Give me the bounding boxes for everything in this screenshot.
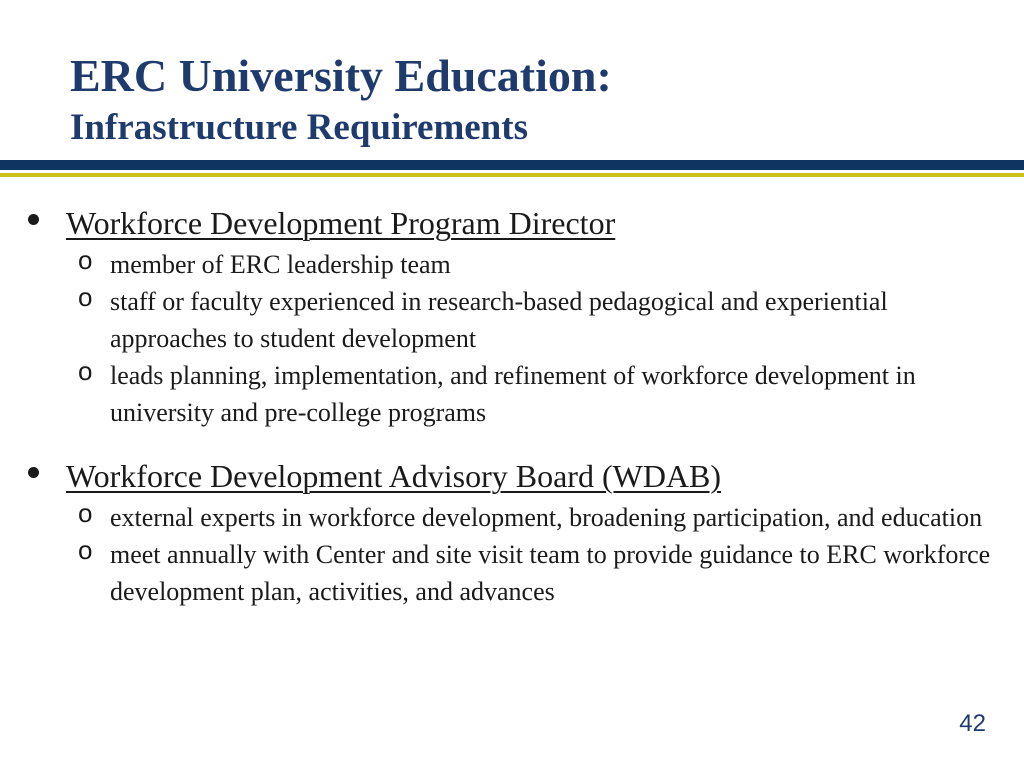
section-heading: Workforce Development Program Director [66,205,616,241]
list-item-text: leads planning, implementation, and refinement of workforce development in university and pre-college programs [110,361,916,427]
title-divider-navy [0,160,1024,170]
list-item [0,499,1024,536]
bullet-dot-icon [28,214,39,225]
hollow-circle-bullet-icon: o [78,498,93,528]
bullet-dot-icon [28,467,39,478]
section-program-director [0,200,1024,431]
hollow-circle-bullet-icon: o [78,356,93,386]
hollow-circle-bullet-icon: o [78,282,93,312]
list-item [0,283,1024,357]
list-item-text: staff or faculty experienced in research-based pedagogical and experiential approaches to student development [110,287,888,353]
hollow-circle-bullet-icon: o [78,535,93,565]
section-heading-row [0,200,1024,246]
section-heading: Workforce Development Advisory Board (WDAB) [66,458,722,494]
slide-content [0,200,1024,610]
list-item [0,246,1024,283]
slide-title-block [70,50,1010,150]
list-item [0,357,1024,431]
sub-bullet-list [0,499,1024,610]
slide-subtitle: Infrastructure Requirements [70,107,528,148]
sub-bullet-list [0,246,1024,431]
section-advisory-board [0,453,1024,610]
list-item-text: meet annually with Center and site visit team to provide guidance to ERC workforce development plan, activities, and advances [110,540,991,606]
title-divider-gold [0,173,1024,177]
list-item-text: member of ERC leadership team [110,250,451,279]
list-item [0,536,1024,610]
page-number: 42 [959,710,986,737]
list-item-text: external experts in workforce development, broadening participation, and education [110,503,983,532]
section-heading-row [0,453,1024,499]
hollow-circle-bullet-icon: o [78,245,93,275]
slide-title: ERC University Education: [70,50,612,101]
